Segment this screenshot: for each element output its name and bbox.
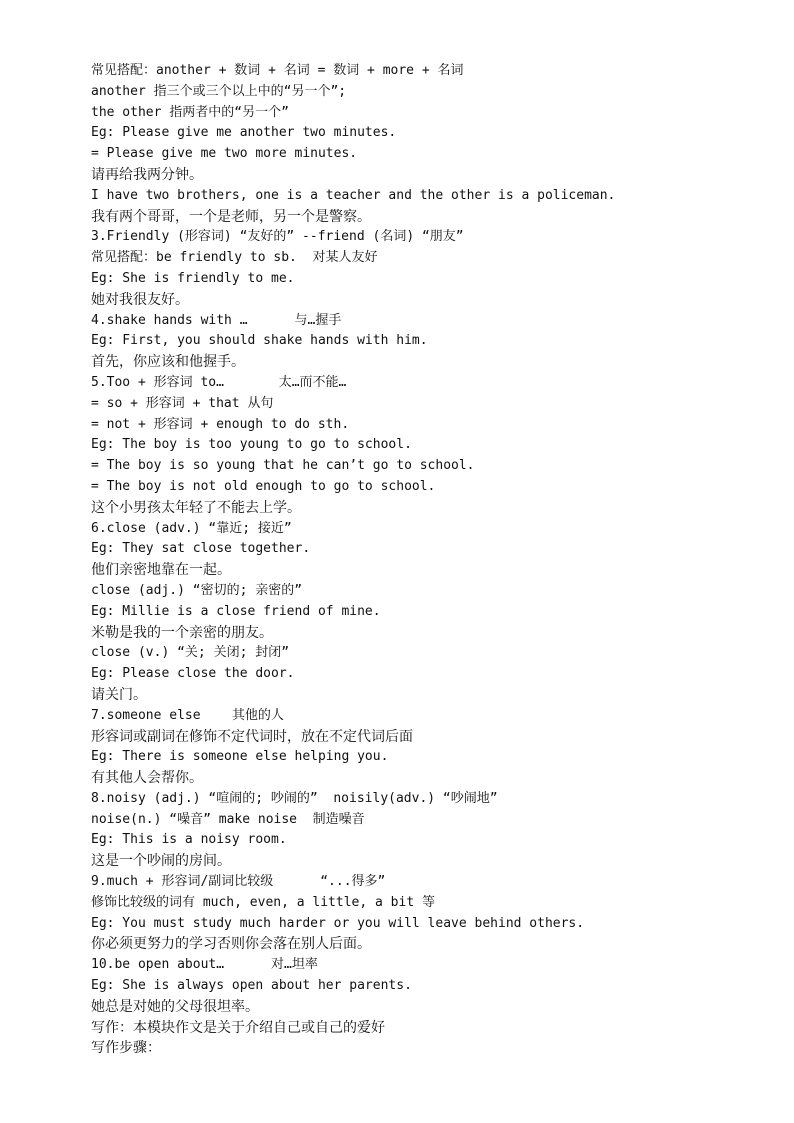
text-line: 我有两个哥哥，一个是老师，另一个是警察。 bbox=[91, 208, 371, 225]
text-line: 米勒是我的一个亲密的朋友。 bbox=[91, 624, 273, 641]
text-line: = not + 形容词 + enough to do sth. bbox=[91, 416, 350, 432]
text-line: 你必须更努力的学习否则你会落在别人后面。 bbox=[91, 936, 371, 953]
text-line: Eg: Please give me another two minutes. bbox=[91, 125, 397, 141]
text-line: = The boy is so young that he can’t go to school. bbox=[91, 458, 475, 474]
text-line: Eg: You must study much harder or you will leave behind others. bbox=[91, 915, 585, 931]
text-line: the other 指两者中的“另一个” bbox=[91, 104, 289, 120]
text-line: 6.close (adv.) “靠近; 接近” bbox=[91, 520, 292, 536]
text-line: Eg: She is friendly to me. bbox=[91, 270, 295, 286]
text-line: 3.Friendly (形容词) “友好的” --friend (名词) “朋友” bbox=[91, 229, 464, 245]
text-line: 8.noisy (adj.) “喧闹的; 吵闹的” noisily(adv.) “吵闹地” bbox=[91, 790, 498, 806]
text-line: another 指三个或三个以上中的“另一个”; bbox=[91, 83, 347, 99]
text-line: 9.much + 形容词/副词比较级 “...得多” bbox=[91, 874, 386, 890]
text-line: 写作步骤： bbox=[91, 1040, 161, 1057]
text-line: 7.someone else 其他的人 bbox=[91, 707, 284, 723]
text-line: 她对我很友好。 bbox=[91, 291, 189, 308]
text-line: 他们亲密地靠在一起。 bbox=[91, 562, 231, 579]
text-line: 形容词或副词在修饰不定代词时，放在不定代词后面 bbox=[91, 728, 413, 745]
text-line: 有其他人会帮你。 bbox=[91, 770, 203, 787]
text-line: 4.shake hands with … 与…握手 bbox=[91, 312, 342, 328]
text-line: close (adj.) “密切的; 亲密的” bbox=[91, 582, 303, 598]
text-line: Eg: Please close the door. bbox=[91, 666, 295, 682]
text-line: 首先，你应该和他握手。 bbox=[91, 354, 245, 371]
text-line: 她总是对她的父母很坦率。 bbox=[91, 998, 259, 1015]
text-line: 这是一个吵闹的房间。 bbox=[91, 853, 231, 870]
document-body bbox=[91, 61, 771, 1059]
text-line: 请关门。 bbox=[91, 686, 147, 703]
text-line: 常见搭配：be friendly to sb. 对某人友好 bbox=[91, 250, 378, 266]
text-line: Eg: She is always open about her parents. bbox=[91, 978, 412, 994]
text-line: Eg: The boy is too young to go to school. bbox=[91, 437, 412, 453]
text-line: = Please give me two more minutes. bbox=[91, 146, 358, 162]
text-line: Eg: Millie is a close friend of mine. bbox=[91, 603, 381, 619]
text-line: Eg: They sat close together. bbox=[91, 541, 311, 557]
text-line: 常见搭配：another + 数词 + 名词 = 数词 + more + 名词 bbox=[91, 63, 464, 78]
text-line: 写作：本模块作文是关于介绍自己或自己的爱好 bbox=[91, 1019, 385, 1036]
text-line: Eg: First, you should shake hands with him. bbox=[91, 333, 428, 349]
text-line: Eg: There is someone else helping you. bbox=[91, 749, 389, 765]
text-line: 这个小男孩太年轻了不能去上学。 bbox=[91, 499, 301, 516]
text-line: = so + 形容词 + that 从句 bbox=[91, 395, 274, 411]
text-line: Eg: This is a noisy room. bbox=[91, 832, 287, 848]
text-line: 5.Too + 形容词 to… 太…而不能… bbox=[91, 374, 347, 390]
text-line: 修饰比较级的词有 much, even, a little, a bit 等 bbox=[91, 894, 435, 910]
text-line: I have two brothers, one is a teacher and the other is a policeman. bbox=[91, 187, 616, 203]
text-line: = The boy is not old enough to go to school. bbox=[91, 478, 436, 494]
text-line: close (v.) “关; 关闭; 封闭” bbox=[91, 645, 290, 661]
text-line: 请再给我两分钟。 bbox=[91, 166, 203, 183]
text-line: 10.be open about… 对…坦率 bbox=[91, 957, 318, 973]
text-line: noise(n.) “噪音” make noise 制造噪音 bbox=[91, 811, 365, 827]
